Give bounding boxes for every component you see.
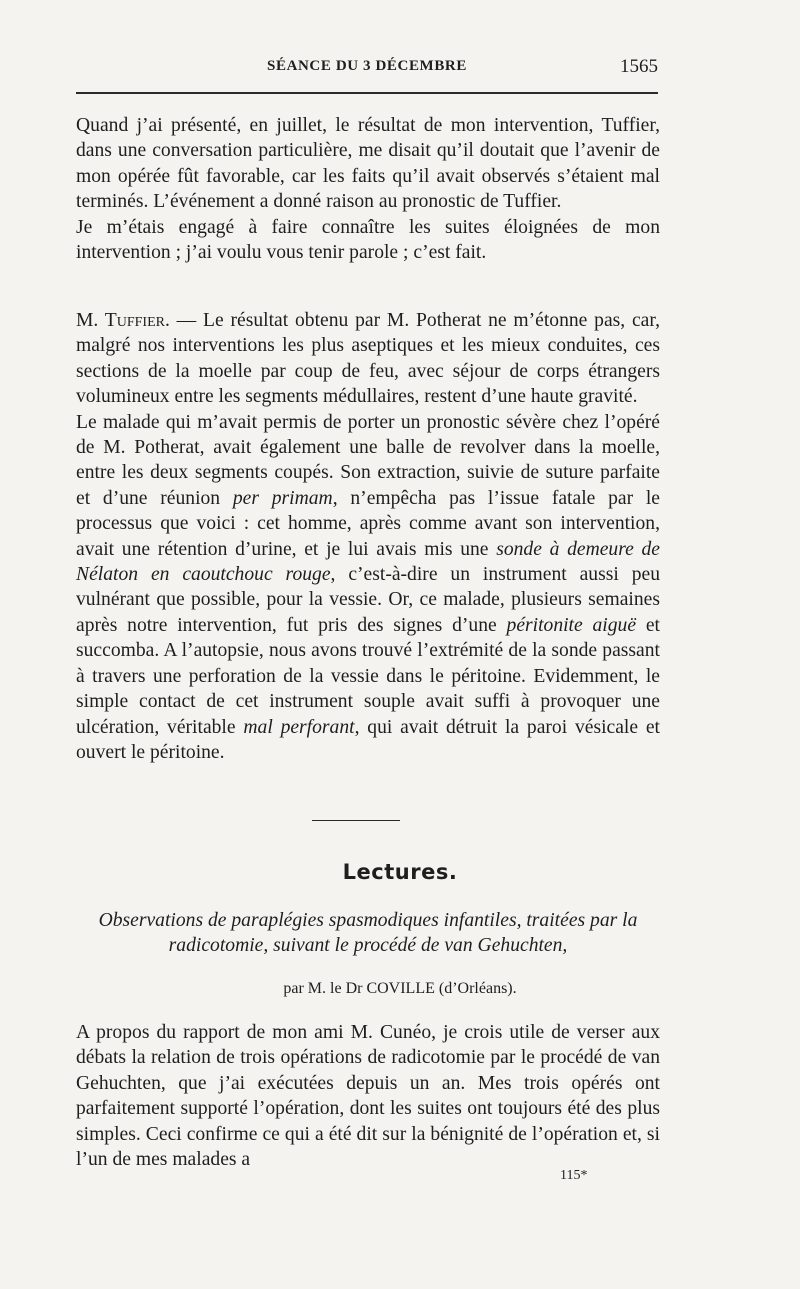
tuffier-remarks	[76, 308, 660, 765]
italic-run: mal perforant	[243, 716, 355, 738]
text-run: , qui avait détruit la paroi vésicale et ouvert le péritoine.	[76, 716, 660, 763]
intro-paragraph-1: Quand j’ai présenté, en juillet, le résultat de mon intervention, Tuffier, dans une conversation particulière, me disait qu’il doutait que l’avenir de mon opérée fût favorable, car les faits qu’il avait observés s’étaient mal terminés. L’événement a donné raison au pronostic de Tuffier.	[76, 115, 660, 213]
italic-run: sonde à demeure de Nélaton en caoutchouc rouge	[76, 538, 661, 586]
running-title: SÉANCE DU 3 DÉCEMBRE	[267, 58, 467, 74]
intro-paragraph-2: Je m’étais engagé à faire connaître les suites éloignées de mon intervention ; j’ai voulu vous tenir parole ; c’est fait.	[76, 216, 660, 264]
text-run: et succomba. A l’autopsie, nous avons trouvé l’extrémité de la sonde passant à travers une perforation de la vessie dans le péritoine. Evidemment, le simple contact de cet instrument souple avait suffi à provoquer une ulcération, véritable	[76, 614, 660, 738]
intro-text	[76, 113, 660, 265]
speaker-name: M. Tuffier.	[76, 310, 170, 331]
section-title: Lectures.	[342, 860, 458, 884]
running-header	[76, 52, 658, 82]
tuffier-paragraph-2	[76, 410, 660, 766]
text-run: , n’empêcha pas l’issue fatale par le processus que voici : cet homme, après comme avant son intervention, avait une rétention d’urine, et je lui avais mis une	[76, 487, 661, 560]
article-paragraph: A propos du rapport de mon ami M. Cunéo, je crois utile de verser aux débats la relation de trois opérations de radicotomie par le procédé de van Gehuchten, que j’ai exécutées depuis un an. Mes trois opérés ont parfaitement supporté l’opération, dont les suites ont toujours été des plus simples. Ceci confirme ce qui a été dit sur la bénignité de l’opération et, si l’un de mes malades a	[76, 1022, 660, 1171]
section-separator	[312, 820, 400, 821]
article-title: Observations de paraplégies spasmodiques infantiles, traitées par la radicotomie, suivant le procédé de van Gehuchten,	[98, 910, 638, 957]
signature-mark: 115*	[560, 1168, 588, 1183]
article-byline: par M. le Dr COVILLE (d’Orléans).	[283, 980, 517, 997]
article-body	[76, 1020, 660, 1172]
page-number: 1565	[620, 56, 658, 77]
italic-run: per primam	[232, 487, 333, 509]
tuffier-paragraph-1-text: — Le résultat obtenu par M. Potherat ne m’étonne pas, car, malgré nos interventions les plus aseptiques et les mieux conduites, ces sections de la moelle par coup de feu, avec séjour de corps étrangers volumineux entre les segments médullaires, restent d’une haute gravité.	[76, 310, 661, 408]
text-run: Le malade qui m’avait permis de porter un pronostic sévère chez l’opéré de M. Potherat, avait également une balle de revolver dans la moelle, entre les deux segments coupés. Son extraction, suivie de suture parfaite et d’une réunion	[76, 411, 660, 509]
text-run: , c’est-à-dire un instrument aussi peu vulnérant que possible, pour la vessie. Or, ce malade, plusieurs semaines après notre intervention, fut pris des signes d’une	[76, 564, 660, 636]
header-rule	[76, 92, 658, 94]
tuffier-paragraph-1	[76, 308, 660, 410]
italic-run: péritonite aiguë	[506, 614, 637, 636]
